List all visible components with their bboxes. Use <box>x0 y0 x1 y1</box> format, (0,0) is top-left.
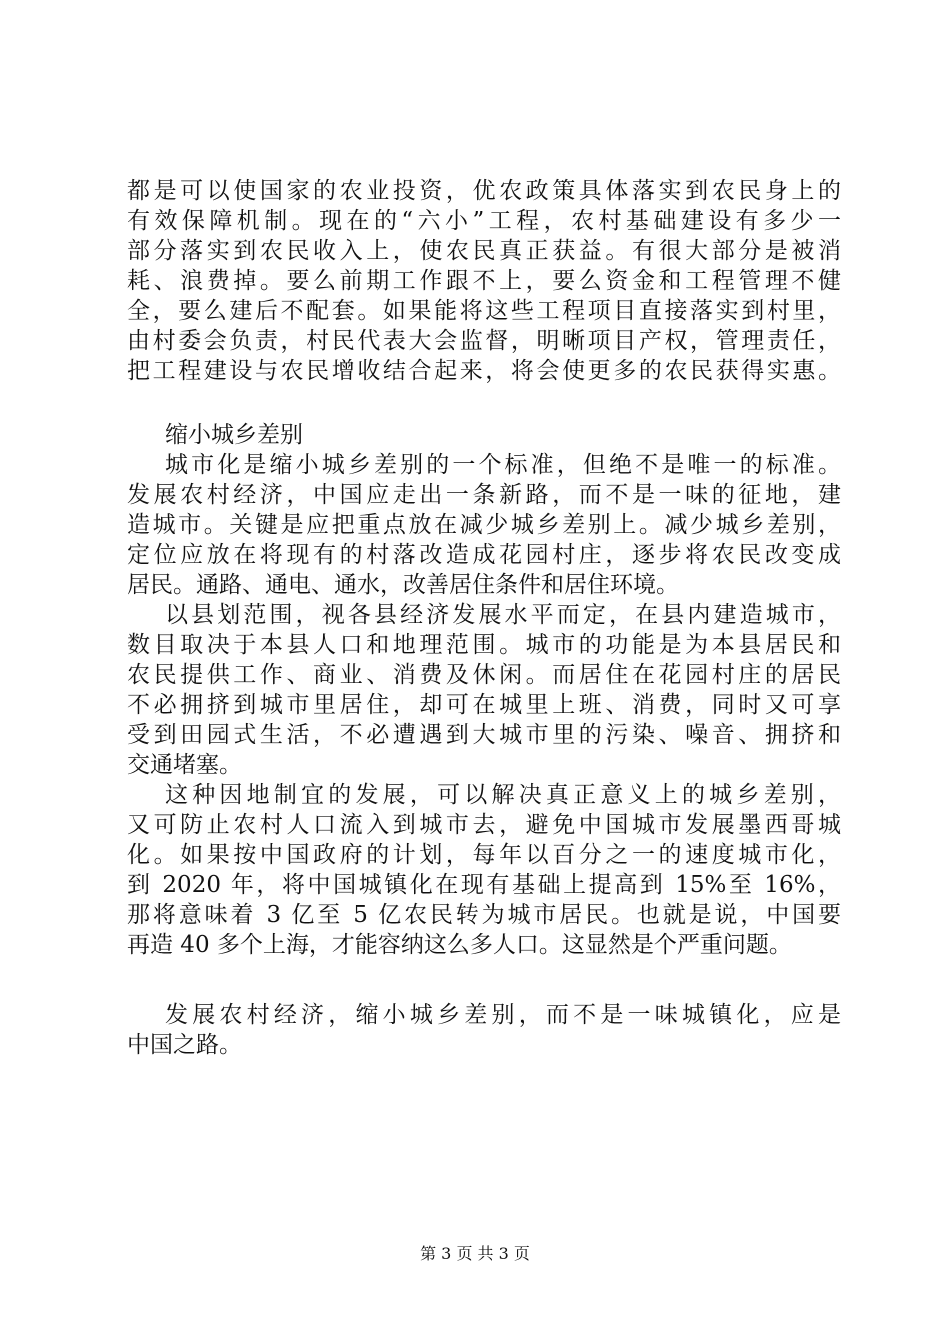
text-line: 全，要么建后不配套。如果能将这些工程项目直接落实到村里， <box>127 298 841 324</box>
text-line: 缩小城乡差别 <box>165 422 303 448</box>
paragraph <box>127 1000 841 1060</box>
document-body <box>127 176 841 1060</box>
text-line: 由村委会负责，村民代表大会监督，明晰项目产权，管理责任， <box>127 328 841 354</box>
text-line: 那将意味着 3 亿至 5 亿农民转为城市居民。也就是说，中国要 <box>127 902 841 928</box>
text-line: 发展农村经济，缩小城乡差别，而不是一味城镇化，应是 <box>165 1002 841 1028</box>
text-line: 耗、浪费掉。要么前期工作跟不上，要么资金和工程管理不健 <box>127 268 841 294</box>
text-line: 到 2020 年，将中国城镇化在现有基础上提高到 15%至 16%， <box>127 872 841 898</box>
text-line: 又可防止农村人口流入到城市去，避免中国城市发展墨西哥城 <box>127 812 841 838</box>
paragraph <box>127 450 841 600</box>
text-line: 交通堵塞。 <box>127 752 242 778</box>
text-line: 居民。通路、通电、通水，改善居住条件和居住环境。 <box>127 572 679 598</box>
text-line: 有效保障机制。现在的“六小”工程，农村基础建设有多少一 <box>127 208 841 234</box>
text-line: 定位应放在将现有的村落改造成花园村庄，逐步将农民改变成 <box>127 542 841 568</box>
text-line: 造城市。关键是应把重点放在减少城乡差别上。减少城乡差别， <box>127 512 841 538</box>
text-line: 发展农村经济，中国应走出一条新路，而不是一味的征地，建 <box>127 482 841 508</box>
text-line: 部分落实到农民收入上，使农民真正获益。有很大部分是被消 <box>127 238 841 264</box>
text-line: 都是可以使国家的农业投资，优农政策具体落实到农民身上的 <box>127 178 841 204</box>
text-line: 以县划范围，视各县经济发展水平而定，在县内建造城市， <box>165 602 841 628</box>
paragraph <box>127 780 841 960</box>
text-line: 不必拥挤到城市里居住，却可在城里上班、消费，同时又可享 <box>127 692 841 718</box>
paragraph <box>127 176 841 386</box>
text-line: 把工程建设与农民增收结合起来，将会使更多的农民获得实惠。 <box>127 358 841 384</box>
paragraph <box>127 600 841 780</box>
text-line: 这种因地制宜的发展，可以解决真正意义上的城乡差别， <box>165 782 841 808</box>
text-line: 城市化是缩小城乡差别的一个标准，但绝不是唯一的标准。 <box>165 452 841 478</box>
text-line: 化。如果按中国政府的计划，每年以百分之一的速度城市化， <box>127 842 841 868</box>
section-heading <box>127 420 841 450</box>
text-line: 受到田园式生活，不必遭遇到大城市里的污染、噪音、拥挤和 <box>127 722 841 748</box>
text-line: 农民提供工作、商业、消费及休闲。而居住在花园村庄的居民 <box>127 662 841 688</box>
text-line: 再造 40 多个上海，才能容纳这么多人口。这显然是个严重问题。 <box>127 932 792 958</box>
text-line: 中国之路。 <box>127 1032 242 1058</box>
text-line: 数目取决于本县人口和地理范围。城市的功能是为本县居民和 <box>127 632 841 658</box>
page-footer: 第 3 页 共 3 页 <box>420 1244 530 1263</box>
